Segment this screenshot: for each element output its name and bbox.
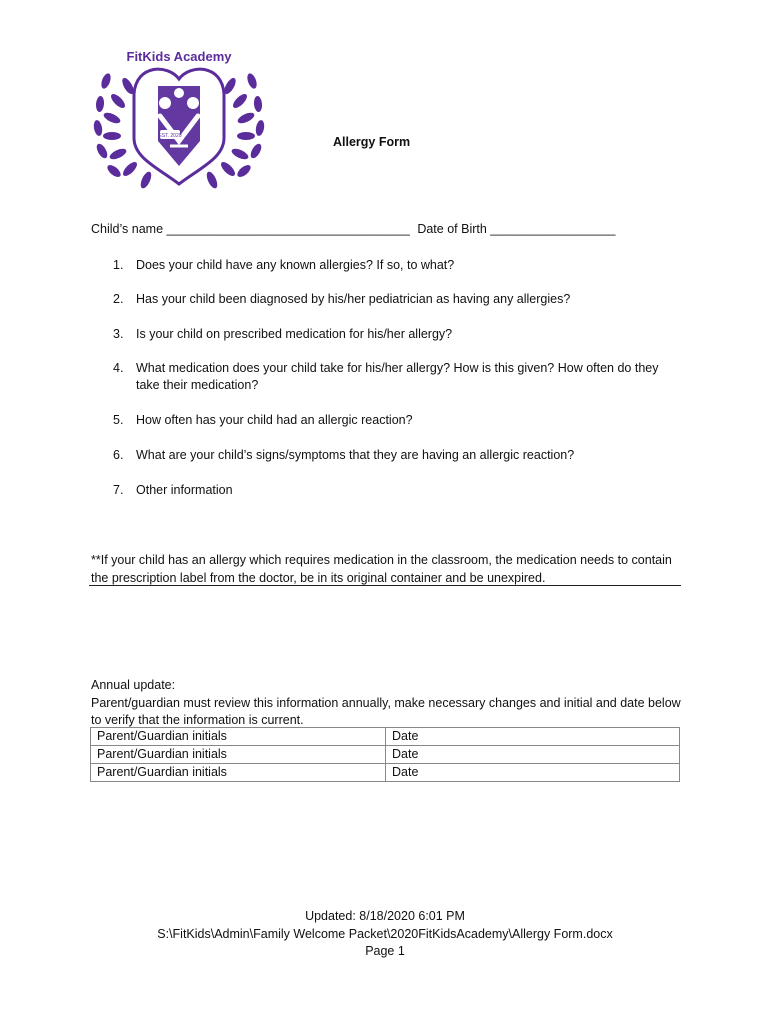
question-number: 1. (113, 258, 124, 272)
dob-label: Date of Birth (417, 222, 487, 236)
question-text: Does your child have any known allergies? If so, to what? (136, 258, 455, 272)
initials-cell[interactable]: Parent/Guardian initials (91, 764, 386, 782)
laurel-right-icon (205, 72, 266, 190)
initials-cell[interactable]: Parent/Guardian initials (91, 746, 386, 764)
question-text: What medication does your child take for his/her allergy? How is this given? How often do they take their medication? (136, 361, 659, 392)
question-number: 3. (113, 327, 124, 341)
child-info-row (91, 222, 615, 236)
dob-blank[interactable]: __________________ (490, 222, 616, 236)
question-number: 6. (113, 448, 124, 462)
question-number: 5. (113, 413, 124, 427)
childs-name-label: Child’s name (91, 222, 164, 236)
form-title: Allergy Form (333, 135, 411, 149)
table-row (91, 728, 680, 746)
table-row (91, 746, 680, 764)
childs-name-blank[interactable]: ___________________________________ (166, 222, 410, 236)
question-number: 2. (113, 292, 124, 306)
footer-page: Page 1 (365, 944, 405, 958)
divider-rule (89, 585, 681, 586)
annual-update-section (91, 677, 691, 730)
footer-updated: Updated: 8/18/2020 6:01 PM (305, 909, 465, 923)
logo-est: EST. 2020 (158, 133, 182, 139)
question-text: Other information (136, 483, 233, 497)
question-text: Has your child been diagnosed by his/her pediatrician as having any allergies? (136, 292, 571, 306)
date-cell[interactable]: Date (386, 728, 680, 746)
logo-wordmark: FitKids Academy (126, 49, 232, 64)
initials-cell[interactable]: Parent/Guardian initials (91, 728, 386, 746)
date-cell[interactable]: Date (386, 764, 680, 782)
medication-note: **If your child has an allergy which requires medication in the classroom, the medication needs to contain the prescription label from the doctor, be in its original container and be unexpired. (91, 553, 672, 585)
date-cell[interactable]: Date (386, 746, 680, 764)
fitkids-academy-logo (88, 46, 270, 196)
initials-table (90, 727, 680, 782)
footer-path: S:\FitKids\Admin\Family Welcome Packet\2020FitKidsAcademy\Allergy Form.docx (157, 927, 613, 941)
question-number: 4. (113, 361, 124, 375)
annual-update-heading: Annual update: (91, 678, 176, 692)
question-number: 7. (113, 483, 124, 497)
table-row (91, 764, 680, 782)
annual-update-body: Parent/guardian must review this information annually, make necessary changes and initial and date below to verify that the information is current. (91, 695, 681, 727)
question-text: What are your child’s signs/symptoms that they are having an allergic reaction? (136, 448, 575, 462)
question-text: Is your child on prescribed medication for his/her allergy? (136, 327, 453, 341)
laurel-left-icon (93, 72, 154, 190)
question-text: How often has your child had an allergic reaction? (136, 413, 413, 427)
